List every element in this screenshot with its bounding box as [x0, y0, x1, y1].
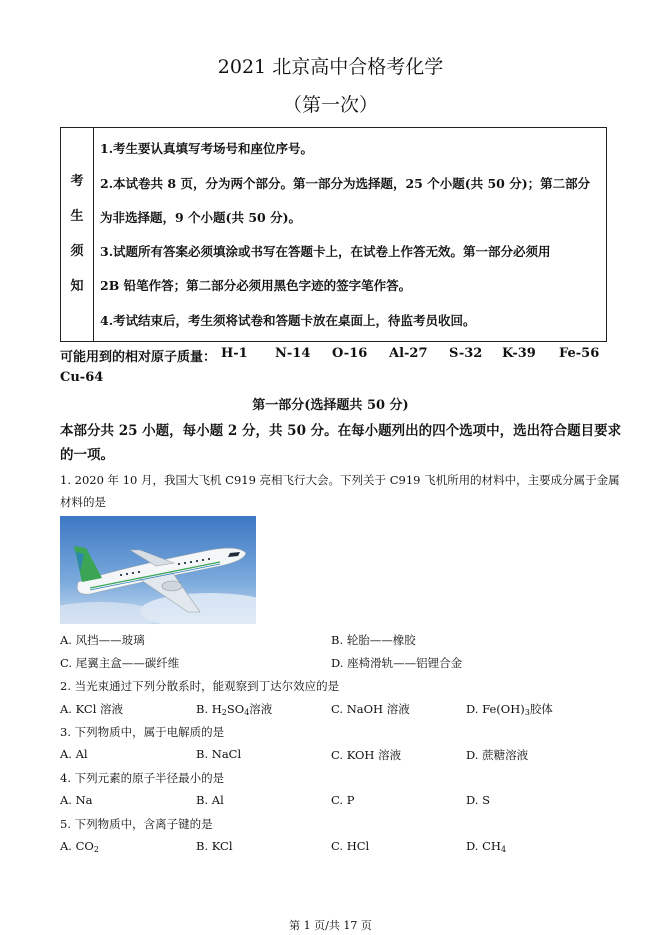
notice-line: 2B 铅笔作答；第二部分必须用黑色字迹的签字笔作答。 — [100, 278, 412, 293]
notice-side-char: 考 — [70, 174, 84, 189]
atomic-mass-item: O-16 — [332, 346, 368, 361]
c919-airplane-image — [60, 516, 256, 624]
formula-text: D. CH — [466, 839, 501, 853]
notice-side-label — [61, 128, 94, 341]
option-q2-b — [196, 701, 272, 717]
atomic-mass-item: Fe-56 — [559, 346, 600, 361]
atomic-mass-label: 可能用到的相对原子质量： — [60, 350, 217, 365]
option-q2-a: A. KCl 溶液 — [60, 702, 124, 716]
formula-text: A. CO — [60, 839, 94, 853]
formula-subscript: 4 — [244, 708, 250, 717]
atomic-mass-item: K-39 — [502, 346, 536, 361]
option-q5-b: B. KCl — [196, 839, 233, 853]
formula-text: B. H — [196, 702, 222, 716]
section-instructions: 本部分共 25 小题，每小题 2 分，共 50 分。在每小题列出的四个选项中，选出符合题目要求 — [60, 423, 622, 439]
question-stem: 1. 2020 年 10 月，我国大飞机 C919 亮相飞行大会。下列关于 C919 飞机所用的材料中，主要成分属于金属 — [60, 473, 620, 487]
question-stem: 4. 下列元素的原子半径最小的是 — [60, 771, 225, 785]
option-q3-d: D. 蔗糖溶液 — [466, 748, 529, 762]
formula-subscript: 2 — [221, 708, 227, 717]
atomic-mass-item: N-14 — [275, 346, 311, 361]
option-q1-d: D. 座椅滑轨——铝锂合金 — [331, 656, 463, 670]
notice-side-char: 须 — [70, 244, 84, 259]
notice-line: 1.考生要认真填写考场号和座位序号。 — [100, 141, 314, 156]
page-title: 2021 北京高中合格考化学 — [217, 56, 444, 78]
formula-subscript: 3 — [524, 708, 530, 717]
notice-line: 为非选择题，9 个小题(共 50 分)。 — [100, 210, 301, 225]
formula-text: 胶体 — [529, 702, 553, 716]
option-q2-c: C. NaOH 溶液 — [331, 702, 410, 716]
formula-text: SO — [226, 702, 245, 716]
airplane-illustration — [60, 516, 256, 624]
option-q4-a: A. Na — [60, 793, 93, 807]
option-q5-d — [466, 839, 506, 854]
option-q2-d — [466, 701, 553, 717]
option-q4-c: C. P — [331, 793, 355, 807]
section-title: 第一部分(选择题共 50 分) — [252, 398, 409, 413]
question-stem: 2. 当光束通过下列分散系时，能观察到丁达尔效应的是 — [60, 679, 340, 693]
notice-line: 2.本试卷共 8 页，分为两个部分。第一部分为选择题，25 个小题(共 50 分)；第二部分 — [100, 176, 591, 191]
page-subtitle: （第一次） — [282, 94, 378, 116]
notice-line: 4.考试结束后，考生须将试卷和答题卡放在桌面上，待监考员收回。 — [100, 313, 476, 328]
option-q3-c: C. KOH 溶液 — [331, 748, 402, 762]
section-instructions: 的一项。 — [60, 447, 114, 463]
option-q1-a: A. 风挡——玻璃 — [60, 633, 145, 647]
notice-line: 3.试题所有答案必须填涂或书写在答题卡上，在试卷上作答无效。第一部分必须用 — [100, 244, 551, 259]
formula-subscript: 4 — [500, 845, 507, 854]
option-q3-a: A. Al — [60, 747, 88, 761]
option-q4-b: B. Al — [196, 793, 224, 807]
page-footer: 第 1 页/共 17 页 — [289, 919, 372, 932]
notice-side-char: 生 — [70, 209, 84, 224]
formula-text: D. Fe(OH) — [466, 702, 525, 716]
exam-notice-box — [60, 127, 607, 342]
question-stem: 5. 下列物质中，含离子键的是 — [60, 817, 213, 831]
option-q4-d: D. S — [466, 793, 490, 807]
option-q1-c: C. 尾翼主盒——碳纤维 — [60, 656, 180, 670]
notice-side-char: 知 — [70, 279, 84, 294]
atomic-mass-item: H-1 — [221, 346, 248, 361]
option-q3-b: B. NaCl — [196, 747, 242, 761]
atomic-mass-item: S-32 — [449, 346, 483, 361]
option-q5-a — [60, 839, 99, 854]
atomic-mass-item: Cu-64 — [60, 370, 104, 385]
atomic-mass-item: Al-27 — [389, 346, 428, 361]
option-q1-b: B. 轮胎——橡胶 — [331, 633, 416, 647]
formula-text: 溶液 — [249, 702, 273, 716]
question-stem: 材料的是 — [60, 495, 106, 509]
question-stem: 3. 下列物质中，属于电解质的是 — [60, 725, 225, 739]
formula-subscript: 2 — [93, 845, 99, 854]
option-q5-c: C. HCl — [331, 839, 370, 853]
